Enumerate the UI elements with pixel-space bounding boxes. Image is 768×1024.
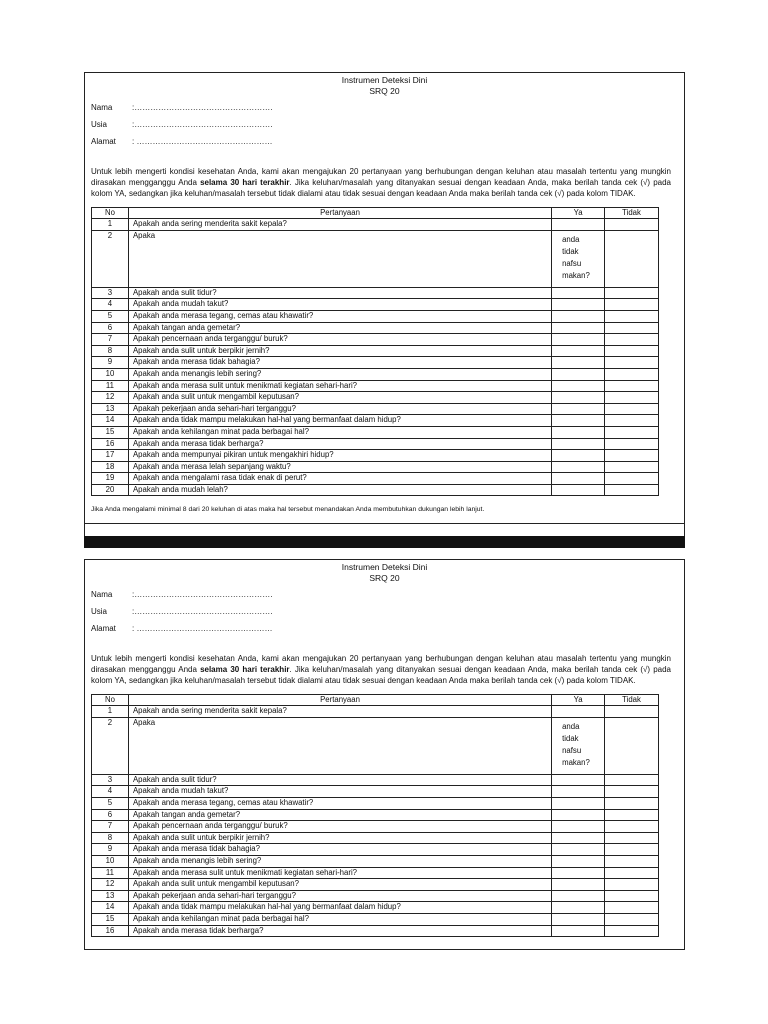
question-number: 17 [92, 450, 129, 462]
answer-tidak-cell[interactable] [605, 913, 659, 925]
answer-tidak-cell[interactable] [605, 925, 659, 937]
question-2-overflow-text: anda tidak nafsu makan? [562, 234, 590, 280]
question-number: 14 [92, 415, 129, 427]
answer-ya-cell[interactable] [552, 334, 605, 346]
question-text: Apakah anda kehilangan minat pada berbagai hal? [128, 913, 551, 925]
table-row [92, 230, 659, 287]
answer-tidak-cell[interactable] [605, 380, 659, 392]
question-text: Apakah anda menangis lebih sering? [128, 368, 551, 380]
question-number: 1 [92, 219, 129, 231]
form-subtitle: SRQ 20 [369, 573, 400, 583]
question-number: 5 [92, 310, 129, 322]
answer-tidak-cell[interactable] [605, 461, 659, 473]
question-text: Apakah pekerjaan anda sehari-hari terganggu? [128, 890, 551, 902]
answer-ya-cell[interactable] [552, 438, 605, 450]
field-nama[interactable] [91, 101, 684, 118]
answer-ya-cell[interactable] [552, 774, 605, 786]
question-text: Apakah tangan anda gemetar? [128, 322, 551, 334]
field-label: Usia [91, 607, 108, 616]
question-text: Apaka [128, 717, 551, 774]
question-number: 10 [92, 368, 129, 380]
table-row [92, 786, 659, 798]
table-row [92, 809, 659, 821]
question-number: 2 [92, 717, 129, 774]
table-header-row [92, 207, 659, 219]
answer-ya-cell[interactable] [552, 925, 605, 937]
question-text: Apakah anda mempunyai pikiran untuk mengakhiri hidup? [128, 450, 551, 462]
answer-tidak-cell[interactable] [605, 426, 659, 438]
answer-tidak-cell[interactable] [605, 334, 659, 346]
question-number: 1 [92, 706, 129, 718]
question-number: 4 [92, 786, 129, 798]
question-text: Apakah anda mudah lelah? [128, 484, 551, 496]
answer-ya-cell[interactable] [552, 786, 605, 798]
answer-ya-cell[interactable] [552, 450, 605, 462]
answer-ya-cell[interactable] [552, 219, 605, 231]
table-row [92, 345, 659, 357]
table-header-row [92, 694, 659, 706]
answer-ya-cell[interactable] [552, 797, 605, 809]
answer-ya-cell[interactable] [552, 879, 605, 891]
header-no: No [92, 207, 129, 219]
answer-ya-cell[interactable] [552, 392, 605, 404]
question-number: 9 [92, 844, 129, 856]
question-text: Apakah anda mudah takut? [128, 299, 551, 311]
table-row [92, 392, 659, 404]
answer-ya-cell[interactable] [552, 461, 605, 473]
table-row [92, 855, 659, 867]
question-number: 19 [92, 473, 129, 485]
answer-ya-cell[interactable] [552, 357, 605, 369]
question-text: Apakah anda tidak mampu melakukan hal-hal yang bermanfaat dalam hidup? [128, 415, 551, 427]
table-row [92, 832, 659, 844]
question-number: 18 [92, 461, 129, 473]
question-number: 7 [92, 334, 129, 346]
field-blank[interactable]: :……………………………………………. [132, 120, 273, 129]
form-title: Instrumen Deteksi Dini [341, 75, 428, 85]
answer-tidak-cell[interactable] [605, 484, 659, 496]
instructions-paragraph: Untuk lebih mengerti kondisi kesehatan Anda, kami akan mengajukan 20 pertanyaan yang berhubungan dengan keluhan atau masalah tertentu yang mungkin dirasakan mengganggu Anda selama 30 hari terakhir. Jika keluhan/masalah yang ditanyakan sesuai dengan keadaan Anda, maka berilah tanda cek (√) pada kolom YA, sedangkan jika keluhan/masalah tersebut tidak dialami atau tidak sesuai dengan keadaan Anda maka berilah tanda cek (√) pada kolom TIDAK. [91, 654, 671, 686]
answer-tidak-cell[interactable] [605, 774, 659, 786]
answer-ya-cell[interactable] [552, 913, 605, 925]
table-row [92, 334, 659, 346]
answer-tidak-cell[interactable] [605, 392, 659, 404]
table-row [92, 322, 659, 334]
field-blank[interactable]: :……………………………………………. [132, 590, 273, 599]
answer-tidak-cell[interactable] [605, 786, 659, 798]
table-row [92, 438, 659, 450]
question-text: Apakah anda merasa tidak berharga? [128, 438, 551, 450]
answer-tidak-cell[interactable] [605, 345, 659, 357]
answer-ya-cell[interactable] [552, 902, 605, 914]
question-number: 12 [92, 879, 129, 891]
header-no: No [92, 694, 129, 706]
answer-tidak-cell[interactable] [605, 890, 659, 902]
question-number: 16 [92, 925, 129, 937]
form-divider [84, 524, 685, 536]
page-separator-band [84, 536, 685, 548]
answer-tidak-cell[interactable] [605, 821, 659, 833]
answer-tidak-cell[interactable] [605, 844, 659, 856]
answer-tidak-cell[interactable] [605, 310, 659, 322]
question-number: 15 [92, 913, 129, 925]
table-row [92, 426, 659, 438]
answer-tidak-cell[interactable] [605, 403, 659, 415]
answer-ya-cell[interactable] [552, 706, 605, 718]
answer-tidak-cell[interactable] [605, 368, 659, 380]
header-tidak: Tidak [605, 207, 659, 219]
table-row [92, 925, 659, 937]
answer-ya-cell[interactable] [552, 230, 605, 287]
answer-tidak-cell[interactable] [605, 299, 659, 311]
answer-ya-cell[interactable] [552, 855, 605, 867]
question-number: 20 [92, 484, 129, 496]
question-number: 15 [92, 426, 129, 438]
form-title: Instrumen Deteksi Dini [341, 562, 428, 572]
field-nama[interactable] [91, 588, 684, 605]
question-text: Apakah anda mudah takut? [128, 786, 551, 798]
answer-tidak-cell[interactable] [605, 219, 659, 231]
question-number: 8 [92, 832, 129, 844]
question-text: Apakah anda sulit untuk mengambil keputusan? [128, 879, 551, 891]
answer-tidak-cell[interactable] [605, 902, 659, 914]
table-row [92, 797, 659, 809]
table-row [92, 473, 659, 485]
question-number: 10 [92, 855, 129, 867]
field-usia[interactable] [91, 118, 684, 135]
question-text: Apakah anda merasa tidak berharga? [128, 925, 551, 937]
question-text: Apakah anda kehilangan minat pada berbagai hal? [128, 426, 551, 438]
question-text: Apakah anda mengalami rasa tidak enak di perut? [128, 473, 551, 485]
answer-ya-cell[interactable] [552, 345, 605, 357]
question-number: 3 [92, 287, 129, 299]
question-number: 12 [92, 392, 129, 404]
answer-tidak-cell[interactable] [605, 855, 659, 867]
question-text: Apakah anda sulit untuk mengambil keputusan? [128, 392, 551, 404]
answer-ya-cell[interactable] [552, 867, 605, 879]
answer-ya-cell[interactable] [552, 426, 605, 438]
header-ya: Ya [552, 694, 605, 706]
field-blank[interactable]: :……………………………………………. [132, 607, 273, 616]
table-row [92, 717, 659, 774]
answer-tidak-cell[interactable] [605, 867, 659, 879]
answer-tidak-cell[interactable] [605, 322, 659, 334]
answer-tidak-cell[interactable] [605, 357, 659, 369]
srq-question-table [91, 207, 659, 497]
srq-form-copy-2 [84, 559, 685, 950]
question-text: Apakah pekerjaan anda sehari-hari terganggu? [128, 403, 551, 415]
answer-tidak-cell[interactable] [605, 473, 659, 485]
answer-tidak-cell[interactable] [605, 450, 659, 462]
answer-tidak-cell[interactable] [605, 809, 659, 821]
question-text: Apakah anda merasa sulit untuk menikmati kegiatan sehari-hari? [128, 867, 551, 879]
answer-ya-cell[interactable] [552, 380, 605, 392]
header-tidak: Tidak [605, 694, 659, 706]
table-row [92, 310, 659, 322]
header-question: Pertanyaan [128, 694, 551, 706]
question-text: Apakah anda merasa tegang, cemas atau khawatir? [128, 797, 551, 809]
field-alamat[interactable] [91, 135, 684, 152]
table-row [92, 913, 659, 925]
question-text: Apaka [128, 230, 551, 287]
answer-tidak-cell[interactable] [605, 230, 659, 287]
question-text: Apakah anda sulit untuk berpikir jernih? [128, 345, 551, 357]
answer-ya-cell[interactable] [552, 484, 605, 496]
answer-ya-cell[interactable] [552, 368, 605, 380]
question-text: Apakah anda menangis lebih sering? [128, 855, 551, 867]
question-text: Apakah anda sulit tidur? [128, 287, 551, 299]
field-label: Nama [91, 590, 113, 599]
table-row [92, 357, 659, 369]
question-text: Apakah anda merasa lelah sepanjang waktu? [128, 461, 551, 473]
answer-tidak-cell[interactable] [605, 797, 659, 809]
table-row [92, 902, 659, 914]
question-text: Apakah anda tidak mampu melakukan hal-hal yang bermanfaat dalam hidup? [128, 902, 551, 914]
answer-tidak-cell[interactable] [605, 287, 659, 299]
srq-question-table [91, 694, 659, 938]
question-2-overflow-text: anda tidak nafsu makan? [562, 721, 590, 767]
question-number: 8 [92, 345, 129, 357]
question-number: 16 [92, 438, 129, 450]
question-text: Apakah anda merasa tidak bahagia? [128, 357, 551, 369]
table-row [92, 368, 659, 380]
answer-ya-cell[interactable] [552, 287, 605, 299]
question-text: Apakah anda sering menderita sakit kepala? [128, 706, 551, 718]
table-row [92, 484, 659, 496]
table-row [92, 879, 659, 891]
question-number: 7 [92, 821, 129, 833]
answer-ya-cell[interactable] [552, 322, 605, 334]
field-usia[interactable] [91, 605, 684, 622]
table-row [92, 890, 659, 902]
table-row [92, 415, 659, 427]
table-row [92, 706, 659, 718]
table-row [92, 867, 659, 879]
srq-form-copy-1 [84, 72, 685, 524]
answer-ya-cell[interactable] [552, 310, 605, 322]
answer-ya-cell[interactable] [552, 415, 605, 427]
question-number: 13 [92, 890, 129, 902]
question-number: 5 [92, 797, 129, 809]
table-row [92, 380, 659, 392]
answer-tidak-cell[interactable] [605, 832, 659, 844]
question-text: Apakah anda sulit tidur? [128, 774, 551, 786]
form-subtitle: SRQ 20 [369, 86, 400, 96]
field-alamat[interactable] [91, 622, 684, 639]
question-number: 9 [92, 357, 129, 369]
table-row [92, 219, 659, 231]
answer-tidak-cell[interactable] [605, 879, 659, 891]
field-blank[interactable]: : …………………………………………… [132, 137, 273, 146]
header-question: Pertanyaan [128, 207, 551, 219]
table-row [92, 287, 659, 299]
answer-ya-cell[interactable] [552, 473, 605, 485]
question-text: Apakah tangan anda gemetar? [128, 809, 551, 821]
question-number: 11 [92, 867, 129, 879]
footnote: Jika Anda mengalami minimal 8 dari 20 keluhan di atas maka hal tersebut menandakan Anda membutuhkan dukungan lebih lanjut. [91, 506, 485, 514]
header-ya: Ya [552, 207, 605, 219]
answer-ya-cell[interactable] [552, 890, 605, 902]
question-number: 6 [92, 322, 129, 334]
question-number: 6 [92, 809, 129, 821]
question-text: Apakah anda merasa sulit untuk menikmati kegiatan sehari-hari? [128, 380, 551, 392]
field-label: Usia [91, 120, 108, 129]
question-number: 11 [92, 380, 129, 392]
table-row [92, 774, 659, 786]
answer-ya-cell[interactable] [552, 717, 605, 774]
question-text: Apakah anda merasa tidak bahagia? [128, 844, 551, 856]
answer-ya-cell[interactable] [552, 403, 605, 415]
question-text: Apakah pencernaan anda terganggu/ buruk? [128, 334, 551, 346]
table-row [92, 461, 659, 473]
answer-tidak-cell[interactable] [605, 438, 659, 450]
answer-ya-cell[interactable] [552, 821, 605, 833]
table-row [92, 844, 659, 856]
question-number: 2 [92, 230, 129, 287]
table-row [92, 403, 659, 415]
table-row [92, 299, 659, 311]
answer-tidak-cell[interactable] [605, 717, 659, 774]
question-text: Apakah pencernaan anda terganggu/ buruk? [128, 821, 551, 833]
field-label: Alamat [91, 137, 116, 146]
question-text: Apakah anda sering menderita sakit kepala? [128, 219, 551, 231]
field-label: Nama [91, 103, 113, 112]
question-number: 3 [92, 774, 129, 786]
table-row [92, 821, 659, 833]
question-number: 14 [92, 902, 129, 914]
answer-ya-cell[interactable] [552, 844, 605, 856]
answer-tidak-cell[interactable] [605, 415, 659, 427]
question-number: 4 [92, 299, 129, 311]
field-blank[interactable]: : …………………………………………… [132, 624, 273, 633]
answer-tidak-cell[interactable] [605, 706, 659, 718]
field-label: Alamat [91, 624, 116, 633]
answer-ya-cell[interactable] [552, 299, 605, 311]
field-blank[interactable]: :……………………………………………. [132, 103, 273, 112]
instructions-paragraph: Untuk lebih mengerti kondisi kesehatan Anda, kami akan mengajukan 20 pertanyaan yang berhubungan dengan keluhan atau masalah tertentu yang mungkin dirasakan mengganggu Anda selama 30 hari terakhir. Jika keluhan/masalah yang ditanyakan sesuai dengan keadaan Anda, maka berilah tanda cek (√) pada kolom YA, sedangkan jika keluhan/masalah tersebut tidak dialami atau tidak sesuai dengan keadaan Anda maka berilah tanda cek (√) pada kolom TIDAK. [91, 167, 671, 199]
answer-ya-cell[interactable] [552, 809, 605, 821]
question-text: Apakah anda sulit untuk berpikir jernih? [128, 832, 551, 844]
question-text: Apakah anda merasa tegang, cemas atau khawatir? [128, 310, 551, 322]
question-number: 13 [92, 403, 129, 415]
answer-ya-cell[interactable] [552, 832, 605, 844]
table-row [92, 450, 659, 462]
